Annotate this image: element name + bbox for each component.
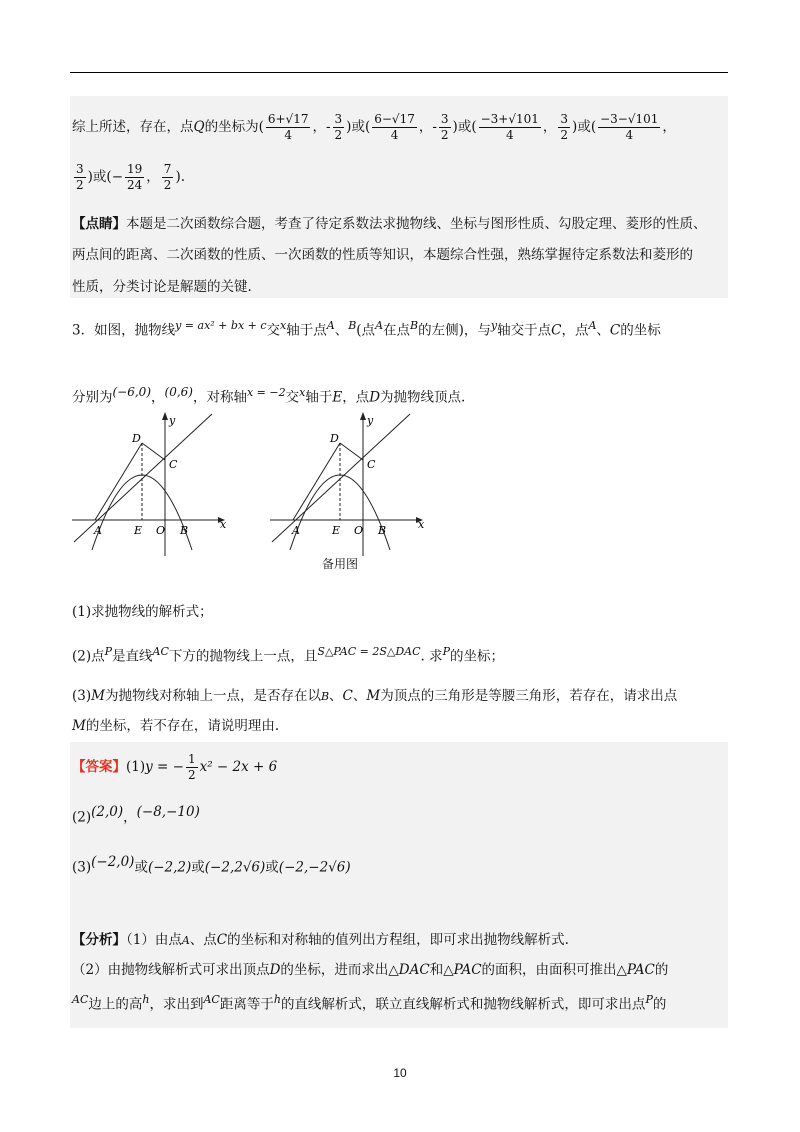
dianjing-line-3: 性质，分类讨论是解题的关键. bbox=[72, 279, 252, 295]
label-d: D bbox=[132, 432, 141, 445]
area-condition: S△PAC = 2S△DAC bbox=[317, 645, 421, 658]
frac-8: $\frac{3}{2}$ bbox=[76, 162, 84, 192]
question-1: (1)求抛物线的解析式； bbox=[72, 604, 213, 620]
summary-coord-text: 的坐标为 bbox=[204, 119, 259, 135]
frac-5: $\frac{-3+√101}{4}$ bbox=[480, 112, 539, 142]
y-axis-arrow bbox=[162, 412, 168, 420]
label-o: O bbox=[156, 524, 166, 537]
figure-caption: 备用图 bbox=[322, 557, 359, 571]
label-e: E bbox=[134, 524, 143, 537]
answer-1: 【答案】(1)y = − $\frac{1}{2}$ x² − 2x + 6 bbox=[72, 752, 278, 782]
label-y: y bbox=[169, 414, 176, 427]
label-d: D bbox=[330, 432, 339, 445]
label-a: A bbox=[292, 524, 300, 537]
question-2: (2)点$^P$是直线$^{AC}$下方的抛物线上一点，且$^{S\triangle PAC = 2S\triangle DAC}$. 求$^P$的坐标； bbox=[72, 645, 505, 665]
label-b: B bbox=[180, 524, 189, 537]
problem-line-2: 分别为(−6,0)，(0,6)，对称轴$^{x = -2}$交$^x$轴于E，点D为抛物线顶点. bbox=[72, 385, 466, 406]
label-x: x bbox=[220, 518, 227, 531]
frac-10: $\frac{7}{2}$ bbox=[163, 162, 172, 192]
frac-1: $\frac{6+√17}{4}$ bbox=[267, 112, 309, 142]
label-c: C bbox=[169, 458, 178, 471]
point-c-coord: (0,6) bbox=[164, 385, 193, 399]
frac-6: $\frac{3}{2}$ bbox=[560, 112, 569, 142]
segment-dc bbox=[142, 443, 165, 460]
question-3-line-2: M的坐标，若不存在，请说明理由. bbox=[72, 718, 280, 734]
label-c: C bbox=[367, 458, 376, 471]
frac-3: $\frac{6-√17}{4}$ bbox=[374, 112, 415, 142]
parabola-curve bbox=[290, 475, 390, 550]
label-o: O bbox=[354, 524, 364, 537]
analysis-line-1: 【分析】（1）由点A、点C的坐标和对称轴的值列出方程组，即可求出抛物线解析式. bbox=[72, 932, 569, 948]
line-ac bbox=[74, 414, 212, 542]
analysis-label: 【分析】 bbox=[72, 932, 126, 948]
summary-line-2: $\frac{3}{2}$ )或(− $\frac{19}{24}$ ， $\frac{7}{2}$ ). bbox=[76, 162, 186, 192]
label-e: E bbox=[332, 524, 341, 537]
label-b: B bbox=[378, 524, 387, 537]
answer-shade bbox=[70, 742, 728, 1028]
segment-dc bbox=[340, 443, 363, 460]
answer-2: (2)(2,0)，(−8,−10) bbox=[72, 804, 200, 826]
problem-line-1: 3．如图，抛物线$^{y = ax^2 + bx + c}$交$^x$轴于点$^A$、$^B$(点$^A$在点$^B$的左侧)，与$^y$轴交于点C，点$^A$、C的坐标 bbox=[72, 319, 661, 339]
label-y: y bbox=[367, 414, 374, 427]
answer-label: 【答案】 bbox=[72, 759, 126, 775]
frac-9: $\frac{19}{24}$ bbox=[127, 162, 143, 192]
summary-lead: 综上所述，存在，点 bbox=[72, 119, 194, 135]
label-a: A bbox=[94, 524, 102, 537]
analysis-line-2: （2）由抛物线解析式可求出顶点D的坐标，进而求出△DAC和△PAC的面积，由面积可推出△PAC的 bbox=[72, 962, 669, 978]
analysis-line-3: $^{AC}$边上的高$^h$，求出到$^{AC}$距离等于$^h$的直线解析式，联立直线解析式和抛物线解析式，即可求出点$^P$的 bbox=[72, 993, 667, 1013]
question-3-line-1: (3)M为抛物线对称轴上一点，是否存在以B、C、M为顶点的三角形是等腰三角形，若存在，请求出点 bbox=[72, 688, 678, 704]
dianjing-line-1: 【点睛】本题是二次函数综合题，考查了待定系数法求抛物线、坐标与图形性质、勾股定理、菱形的性质、 bbox=[72, 216, 707, 232]
figure-spare bbox=[268, 410, 428, 558]
point-q: Q bbox=[193, 119, 205, 135]
figure-main bbox=[70, 410, 230, 558]
frac-2: $\frac{3}{2}$ bbox=[334, 112, 343, 142]
label-x: x bbox=[418, 518, 425, 531]
dianjing-label: 【点睛】 bbox=[72, 216, 126, 232]
page-number: 10 bbox=[393, 1066, 407, 1080]
y-axis-arrow bbox=[360, 412, 366, 420]
symmetry-axis: x = −2 bbox=[246, 386, 286, 399]
line-ac bbox=[272, 414, 410, 542]
parabola-curve bbox=[92, 475, 192, 550]
segment-ad bbox=[95, 443, 142, 520]
answer-3: (3)(−2,0)或(−2,2)或(−2,2√6)或(−2,−2√6) bbox=[72, 854, 351, 876]
parabola-equation: y = ax² + bx + c bbox=[175, 319, 267, 332]
answer-frac: $\frac{1}{2}$ bbox=[187, 752, 196, 782]
summary-line-1: 综上所述，存在，点Q的坐标为( $\frac{6+√17}{4}$ ，- $\frac{3}{2}$ )或( $\frac{6-√17}{4}$ ，- $\frac{3}{2}$ )或( $\frac{-3+√101}{4}$ ， $\frac{3}{2}$ )或( $\frac{-3-√101}{4}$ ， bbox=[72, 112, 676, 142]
point-a-coord: (−6,0) bbox=[112, 385, 152, 399]
frac-4: $\frac{3}{2}$ bbox=[440, 112, 449, 142]
frac-7: $\frac{-3-√101}{4}$ bbox=[600, 112, 659, 142]
header-rule bbox=[70, 72, 728, 73]
segment-ad bbox=[293, 443, 340, 520]
dianjing-line-2: 两点间的距离、二次函数的性质、一次函数的性质等知识，本题综合性强，熟练掌握待定系数法和菱形的 bbox=[72, 247, 693, 263]
